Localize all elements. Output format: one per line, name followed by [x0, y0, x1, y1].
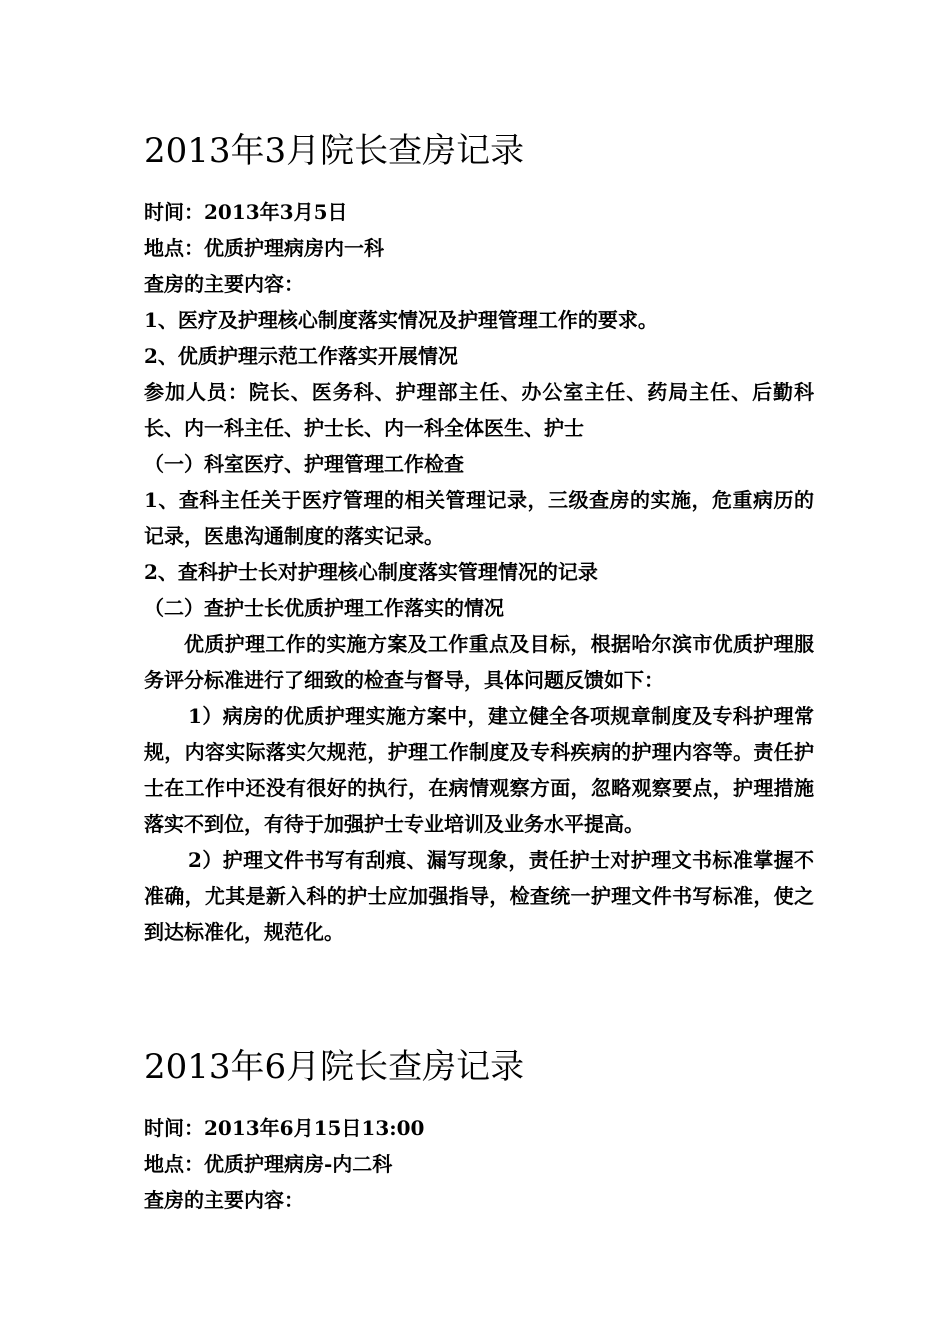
content-item: 1、医疗及护理核心制度落实情况及护理管理工作的要求。 — [144, 308, 658, 332]
section-title: 2013年3月院长查房记录 — [144, 131, 525, 171]
part2-intro-paragraph: 优质护理工作的实施方案及工作重点及目标，根据哈尔滨市优质护理服务评分标准进行了细致的检查与督导，具体问题反馈如下： — [144, 632, 814, 692]
content-item: 2、优质护理示范工作落实开展情况 — [144, 344, 458, 368]
content-heading: 查房的主要内容： — [144, 1188, 304, 1212]
content-heading: 查房的主要内容： — [144, 272, 304, 296]
section-title: 2013年6月院长查房记录 — [144, 1047, 525, 1087]
time-line: 时间：2013年3月5日 — [144, 200, 348, 224]
time-line: 时间：2013年6月15日13:00 — [144, 1116, 425, 1140]
part1-heading: （一）科室医疗、护理管理工作检查 — [144, 452, 464, 476]
part1-item: 1、查科主任关于医疗管理的相关管理记录，三级查房的实施，危重病历的记录，医患沟通制度的落实记录。 — [144, 488, 814, 548]
part2-point: 2）护理文件书写有刮痕、漏写现象，责任护士对护理文书标准掌握不准确，尤其是新入科的护士应加强指导，检查统一护理文件书写标准，使之到达标准化，规范化。 — [144, 848, 814, 944]
part2-point: 1）病房的优质护理实施方案中，建立健全各项规章制度及专科护理常规，内容实际落实欠规范，护理工作制度及专科疾病的护理内容等。责任护士在工作中还没有很好的执行，在病情观察方面，忽略观察要点，护理措施落实不到位，有待于加强护士专业培训及业务水平提高。 — [144, 704, 814, 836]
place-line: 地点：优质护理病房-内二科 — [144, 1152, 393, 1176]
place-line: 地点：优质护理病房内一科 — [144, 236, 384, 260]
section-body — [144, 194, 814, 950]
part2-heading: （二）查护士长优质护理工作落实的情况 — [144, 596, 504, 620]
part1-item: 2、查科护士长对护理核心制度落实管理情况的记录 — [144, 560, 598, 584]
participants-paragraph: 参加人员：院长、医务科、护理部主任、办公室主任、药局主任、后勤科长、内一科主任、护士长、内一科全体医生、护士 — [144, 380, 814, 440]
section-body — [144, 1110, 814, 1218]
